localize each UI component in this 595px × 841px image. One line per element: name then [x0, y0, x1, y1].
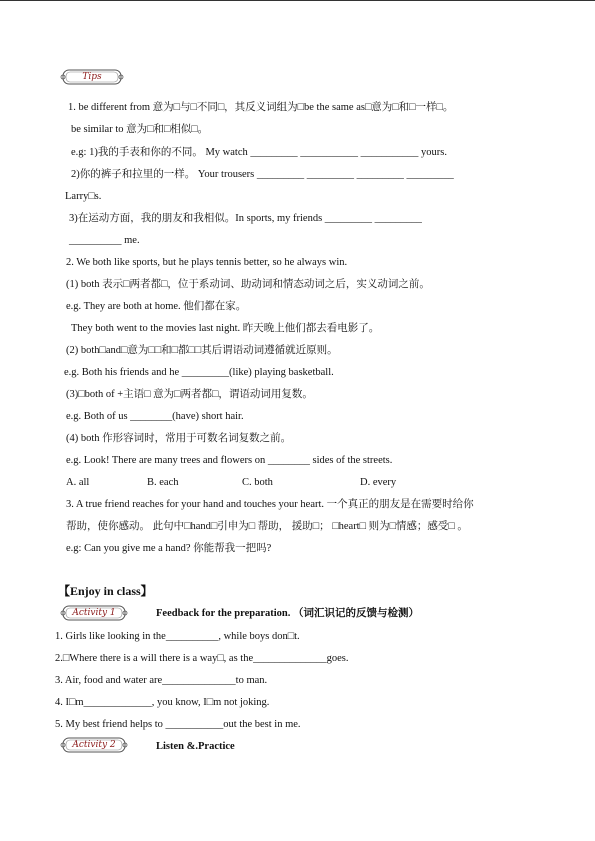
tip-line: (4) both 作形容词时，常用于可数名词复数之前。 [66, 433, 292, 444]
tip-line: (2) both□and□意为□□和□都□□其后谓语动词遵循就近原则。 [66, 345, 338, 356]
activity1-title: Feedback for the preparation. （词汇识记的反馈与检测） [156, 608, 419, 619]
tip-line: be similar to 意为□和□相似□。 [71, 124, 209, 135]
tip-line: 3. A true friend reaches for your hand and touches your heart. 一个真正的朋友是在需要时给你 [66, 499, 474, 510]
tips-badge [60, 68, 124, 86]
activity1-badge-label: Activity 1 [72, 608, 116, 618]
tip-line: They both went to the movies last night. 昨天晚上他们都去看电影了。 [71, 323, 380, 334]
tip-line: 2. We both like sports, but he plays tennis better, so he always win. [66, 257, 348, 268]
exercise-item: 5. My best friend helps to ___________out the best in me. [55, 719, 301, 730]
activity2-badge [60, 736, 128, 754]
exercise-item: 3. Air, food and water are______________to man. [55, 675, 268, 686]
option-d: D. every [360, 477, 397, 488]
tip-line: 3)在运动方面，我的朋友和我相似。In sports, my friends _________ _________ [69, 213, 422, 224]
tip-line: 2)你的裤子和拉里的一样。 Your trousers _________ _________ _________ _________ [71, 169, 454, 180]
exercise-item: 1. Girls like looking in the__________, while boys don□t. [55, 631, 300, 642]
tip-line: (3)□both of +主语□ 意为□两者都□，谓语动词用复数。 [66, 389, 313, 400]
tip-line: __________ me. [69, 235, 140, 246]
top-rule [0, 0, 595, 1]
tip-line: Larry□s. [65, 191, 102, 202]
tip-line: 1. be different from 意为□与□不同□，其反义词组为□be the same as□意为□和□一样□。 [68, 102, 454, 113]
option-b: B. each [147, 477, 179, 488]
tip-line: 帮助，使你感动。 此句中□hand□引申为□ 帮助， 援助□； □heart□ 则为□情感；感受□ 。 [66, 521, 468, 532]
activity2-badge-label: Activity 2 [72, 740, 116, 750]
tip-line: (1) both 表示□两者都□，位于系动词、助动词和情态动词之后，实义动词之前。 [66, 279, 430, 290]
activity2-title: Listen &.Practice [156, 741, 235, 752]
tip-line: e.g: 1)我的手表和你的不同。 My watch _________ ___________ ___________ yours. [71, 147, 447, 158]
exercise-item: 4. I□m_____________, you know, I□m not joking. [55, 697, 270, 708]
tip-line: e.g. Look! There are many trees and flowers on ________ sides of the streets. [66, 455, 393, 466]
option-a: A. all [66, 477, 90, 488]
option-c: C. both [242, 477, 273, 488]
tip-line: e.g: Can you give me a hand? 你能帮我一把吗? [66, 543, 272, 554]
exercise-item: 2.□Where there is a will there is a way□, as the______________goes. [55, 653, 349, 664]
section-heading: 【Enjoy in class】 [58, 584, 153, 598]
tips-badge-label: Tips [82, 72, 102, 82]
activity1-badge [60, 604, 128, 622]
tip-line: e.g. Both his friends and he _________(like) playing basketball. [64, 367, 334, 378]
tip-line: e.g. They are both at home. 他们都在家。 [66, 301, 247, 312]
tip-line: e.g. Both of us ________(have) short hair. [66, 411, 244, 422]
